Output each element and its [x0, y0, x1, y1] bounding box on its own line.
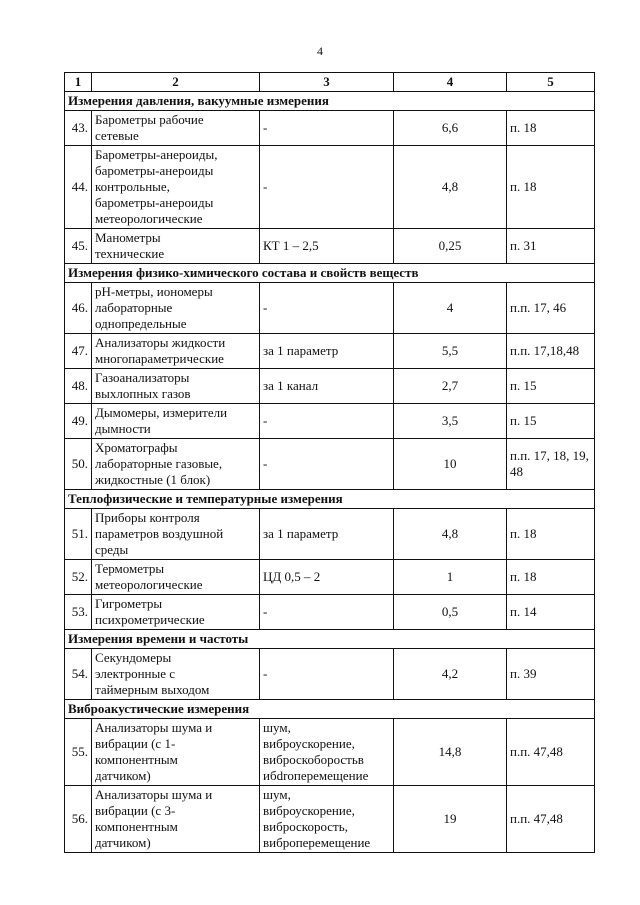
instrument-name-line: Манометры — [95, 230, 161, 245]
instrument-name-line: Анализаторы жидкости — [95, 335, 226, 350]
instrument-name — [92, 719, 260, 786]
column-4-value: 4 — [394, 283, 507, 334]
section-row — [65, 700, 595, 719]
instrument-name — [92, 334, 260, 369]
column-3-line: виброскорость, — [263, 819, 348, 834]
column-4-value: 5,5 — [394, 334, 507, 369]
column-4-value: 19 — [394, 786, 507, 853]
column-3-line: за 1 параметр — [263, 343, 339, 358]
row-number: 55. — [65, 719, 92, 786]
instrument-name-line: Хроматографы — [95, 440, 178, 455]
column-3-value — [260, 439, 394, 490]
row-number: 47. — [65, 334, 92, 369]
instrument-name — [92, 229, 260, 264]
column-3-line: ЦД 0,5 – 2 — [263, 569, 321, 584]
column-3-value — [260, 649, 394, 700]
column-3-line: виброскоборостьв — [263, 752, 364, 767]
table-row — [65, 369, 595, 404]
instrument-name-line: Газоанализаторы — [95, 370, 190, 385]
header-cell-2: 2 — [92, 73, 260, 92]
instrument-name-line: барометры-анероиды — [95, 163, 214, 178]
column-5-line: п. 18 — [510, 569, 537, 584]
column-3-value — [260, 146, 394, 229]
instrument-name-line: Дымомеры, измерители — [95, 405, 228, 420]
column-5-reference — [507, 146, 595, 229]
instrument-name-line: параметров воздушной — [95, 526, 224, 541]
instrument-name-line: вибрации (с 1- — [95, 736, 176, 751]
row-number: 49. — [65, 404, 92, 439]
section-row — [65, 92, 595, 111]
table-row — [65, 509, 595, 560]
section-row — [65, 630, 595, 649]
section-title: Виброакустические измерения — [65, 700, 595, 719]
column-5-line: п. 31 — [510, 238, 537, 253]
header-cell-4: 4 — [394, 73, 507, 92]
column-4-value: 4,2 — [394, 649, 507, 700]
table-row — [65, 404, 595, 439]
column-5-line: п. 18 — [510, 526, 537, 541]
column-5-line: п. 14 — [510, 604, 537, 619]
instrument-name-line: барометры-анероиды — [95, 195, 214, 210]
table-row — [65, 719, 595, 786]
column-5-line: п.п. 17, 18, 19, — [510, 448, 589, 463]
header-row — [65, 73, 595, 92]
column-5-line: п.п. 17, 46 — [510, 300, 567, 315]
instrument-name — [92, 369, 260, 404]
instrument-name-line: Барометры-анероиды, — [95, 147, 218, 162]
row-number: 56. — [65, 786, 92, 853]
table-row — [65, 229, 595, 264]
instrument-name-line: контрольные, — [95, 179, 170, 194]
column-3-value — [260, 334, 394, 369]
instrument-name — [92, 786, 260, 853]
column-3-value — [260, 111, 394, 146]
row-number: 54. — [65, 649, 92, 700]
instrument-name — [92, 146, 260, 229]
instrument-name-line: сетевые — [95, 128, 139, 143]
instrument-name-line: среды — [95, 542, 129, 557]
column-5-reference — [507, 595, 595, 630]
instrument-name-line: метеорологические — [95, 577, 203, 592]
instrument-name-line: однопредельные — [95, 316, 187, 331]
page-number: 4 — [317, 44, 323, 58]
instrument-name-line: датчиком) — [95, 835, 151, 850]
column-5-line: п. 39 — [510, 666, 537, 681]
column-3-line: - — [263, 413, 268, 428]
row-number: 43. — [65, 111, 92, 146]
column-3-line: - — [263, 604, 268, 619]
column-5-reference — [507, 649, 595, 700]
table-row — [65, 111, 595, 146]
column-3-value — [260, 283, 394, 334]
column-5-reference — [507, 334, 595, 369]
column-3-line: - — [263, 300, 268, 315]
column-5-line: п.п. 17,18,48 — [510, 343, 580, 358]
column-4-value: 10 — [394, 439, 507, 490]
column-5-reference — [507, 229, 595, 264]
column-4-value: 4,8 — [394, 146, 507, 229]
instrument-name-line: Гигрометры — [95, 596, 163, 611]
column-3-line: - — [263, 666, 268, 681]
instrument-name — [92, 283, 260, 334]
instrument-name-line: Приборы контроля — [95, 510, 200, 525]
column-3-line: за 1 канал — [263, 378, 319, 393]
column-3-value — [260, 719, 394, 786]
column-5-line: п.п. 47,48 — [510, 744, 563, 759]
instrument-name-line: технические — [95, 246, 165, 261]
column-4-value: 2,7 — [394, 369, 507, 404]
instrument-name — [92, 439, 260, 490]
instrument-name-line: вибрации (с 3- — [95, 803, 176, 818]
column-5-line: п. 18 — [510, 179, 537, 194]
instrument-name-line: компонентным — [95, 819, 178, 834]
column-5-reference — [507, 283, 595, 334]
column-4-value: 1 — [394, 560, 507, 595]
column-3-line: виброускорение, — [263, 803, 355, 818]
column-3-line: за 1 параметр — [263, 526, 339, 541]
column-3-value — [260, 509, 394, 560]
table-row — [65, 786, 595, 853]
instrument-name-line: психрометрические — [95, 612, 205, 627]
column-5-reference — [507, 404, 595, 439]
row-number: 53. — [65, 595, 92, 630]
column-3-value — [260, 786, 394, 853]
table-row — [65, 334, 595, 369]
instrument-name — [92, 509, 260, 560]
column-5-reference — [507, 560, 595, 595]
header-cell-1: 1 — [65, 73, 92, 92]
instrument-name-line: Анализаторы шума и — [95, 787, 213, 802]
instrument-name-line: рН-метры, иономеры — [95, 284, 213, 299]
column-5-line: п. 15 — [510, 413, 537, 428]
column-3-value — [260, 369, 394, 404]
instrument-name-line: электронные с — [95, 666, 176, 681]
table-row — [65, 439, 595, 490]
row-number: 48. — [65, 369, 92, 404]
column-5-line: п. 18 — [510, 120, 537, 135]
section-title: Измерения физико-химического состава и свойств веществ — [65, 264, 595, 283]
table-row — [65, 649, 595, 700]
table-row — [65, 283, 595, 334]
column-3-value — [260, 595, 394, 630]
section-row — [65, 490, 595, 509]
row-number: 44. — [65, 146, 92, 229]
column-3-line: ибdroперемещение — [263, 768, 369, 783]
table-row — [65, 595, 595, 630]
instrument-name-line: метеорологические — [95, 211, 203, 226]
instrument-name-line: лабораторные — [95, 300, 173, 315]
instrument-name — [92, 111, 260, 146]
table-row — [65, 146, 595, 229]
column-3-line: шум, — [263, 720, 291, 735]
column-3-line: виброперемещение — [263, 835, 371, 850]
header-cell-3: 3 — [260, 73, 394, 92]
instrument-table — [64, 72, 595, 853]
column-5-line: п. 15 — [510, 378, 537, 393]
instrument-name-line: дымности — [95, 421, 151, 436]
column-4-value: 0,25 — [394, 229, 507, 264]
column-3-value — [260, 229, 394, 264]
section-title: Измерения времени и частоты — [65, 630, 595, 649]
column-3-value — [260, 404, 394, 439]
column-5-reference — [507, 509, 595, 560]
column-5-reference — [507, 369, 595, 404]
column-5-line: п.п. 47,48 — [510, 811, 563, 826]
header-cell-5: 5 — [507, 73, 595, 92]
column-4-value: 0,5 — [394, 595, 507, 630]
column-3-line: шум, — [263, 787, 291, 802]
instrument-name-line: Барометры рабочие — [95, 112, 204, 127]
row-number: 46. — [65, 283, 92, 334]
table-row — [65, 560, 595, 595]
row-number: 52. — [65, 560, 92, 595]
column-5-reference — [507, 111, 595, 146]
column-3-line: - — [263, 456, 268, 471]
instrument-name-line: Анализаторы шума и — [95, 720, 213, 735]
column-3-line: - — [263, 179, 268, 194]
row-number: 45. — [65, 229, 92, 264]
column-5-reference — [507, 439, 595, 490]
row-number: 50. — [65, 439, 92, 490]
instrument-name — [92, 404, 260, 439]
column-3-value — [260, 560, 394, 595]
column-5-line: 48 — [510, 464, 523, 479]
column-3-line: КТ 1 – 2,5 — [263, 238, 319, 253]
column-3-line: виброускорение, — [263, 736, 355, 751]
section-title: Измерения давления, вакуумные измерения — [65, 92, 595, 111]
instrument-name-line: таймерным выходом — [95, 682, 210, 697]
instrument-name-line: Термометры — [95, 561, 165, 576]
section-row — [65, 264, 595, 283]
section-title: Теплофизические и температурные измерения — [65, 490, 595, 509]
instrument-name-line: жидкостные (1 блок) — [95, 472, 211, 487]
instrument-name-line: датчиком) — [95, 768, 151, 783]
instrument-name — [92, 649, 260, 700]
instrument-name-line: лабораторные газовые, — [95, 456, 223, 471]
column-4-value: 4,8 — [394, 509, 507, 560]
column-4-value: 6,6 — [394, 111, 507, 146]
column-5-reference — [507, 719, 595, 786]
column-3-line: - — [263, 120, 268, 135]
instrument-name-line: выхлопных газов — [95, 386, 191, 401]
instrument-name — [92, 560, 260, 595]
row-number: 51. — [65, 509, 92, 560]
instrument-name-line: многопараметрические — [95, 351, 224, 366]
column-4-value: 3,5 — [394, 404, 507, 439]
instrument-name — [92, 595, 260, 630]
instrument-name-line: компонентным — [95, 752, 178, 767]
column-4-value: 14,8 — [394, 719, 507, 786]
column-5-reference — [507, 786, 595, 853]
instrument-name-line: Секундомеры — [95, 650, 172, 665]
